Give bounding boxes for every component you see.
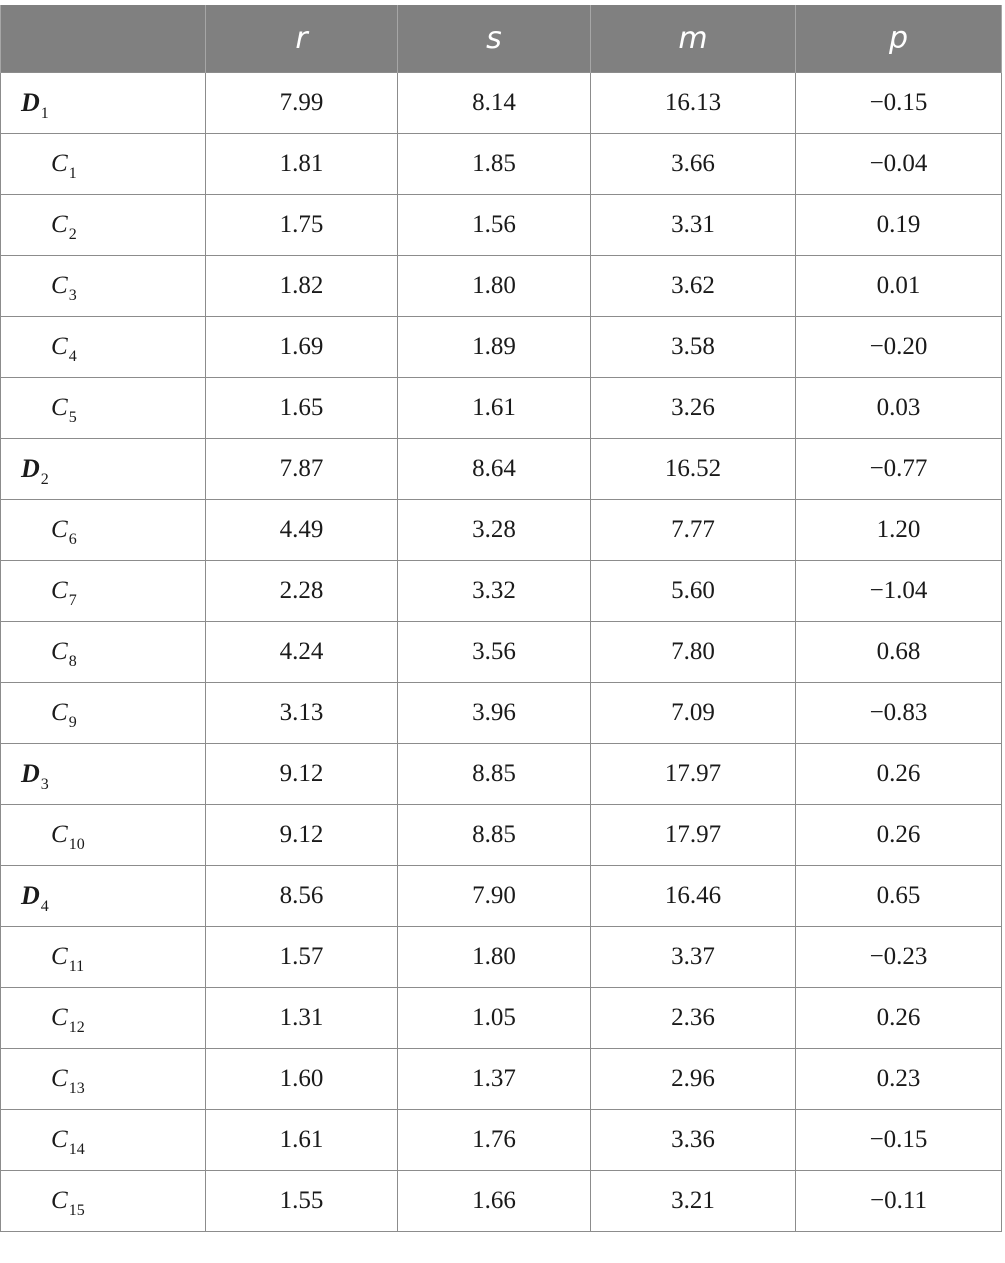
cell-s: 7.90: [398, 866, 591, 927]
criterion-label: [1, 1004, 85, 1036]
label-subscript: 5: [68, 409, 77, 426]
table-row-criterion: [1, 805, 1002, 866]
dimension-label: [1, 881, 49, 915]
label-letter: C: [51, 1004, 68, 1031]
cell-s: 1.80: [398, 256, 591, 317]
label-subscript: 7: [68, 592, 77, 609]
label-letter: D: [21, 759, 40, 788]
label-letter: C: [51, 516, 68, 543]
table-row-criterion: [1, 500, 1002, 561]
label-subscript: 10: [68, 836, 85, 853]
cell-s: 1.56: [398, 195, 591, 256]
criterion-label: [1, 333, 77, 365]
cell-p: 0.26: [796, 805, 1002, 866]
cell-m: 3.62: [591, 256, 796, 317]
cell-s: 1.05: [398, 988, 591, 1049]
cell-m: 16.52: [591, 439, 796, 500]
criterion-label: [1, 272, 77, 304]
results-table: [0, 5, 1002, 1232]
header-cell-m: m: [591, 5, 796, 73]
dimension-label: [1, 454, 49, 488]
cell-p: 0.26: [796, 988, 1002, 1049]
cell-r: 4.49: [206, 500, 398, 561]
cell-r: 1.31: [206, 988, 398, 1049]
cell-r: 1.55: [206, 1171, 398, 1232]
table-row-criterion: [1, 683, 1002, 744]
row-label-cell: [1, 683, 206, 744]
cell-m: 3.36: [591, 1110, 796, 1171]
cell-p: 0.01: [796, 256, 1002, 317]
cell-s: 8.14: [398, 73, 591, 134]
cell-r: 7.99: [206, 73, 398, 134]
cell-m: 2.96: [591, 1049, 796, 1110]
cell-s: 8.85: [398, 744, 591, 805]
cell-m: 3.58: [591, 317, 796, 378]
cell-r: 9.12: [206, 805, 398, 866]
cell-s: 3.28: [398, 500, 591, 561]
row-label-cell: [1, 805, 206, 866]
label-subscript: 15: [68, 1202, 85, 1219]
row-label-cell: [1, 561, 206, 622]
cell-p: −0.04: [796, 134, 1002, 195]
cell-m: 16.13: [591, 73, 796, 134]
row-label-cell: [1, 927, 206, 988]
criterion-label: [1, 1065, 85, 1097]
cell-s: 1.37: [398, 1049, 591, 1110]
cell-p: 0.03: [796, 378, 1002, 439]
label-subscript: 4: [40, 898, 49, 915]
label-subscript: 4: [68, 348, 77, 365]
row-label-cell: [1, 866, 206, 927]
cell-r: 1.61: [206, 1110, 398, 1171]
cell-p: −0.15: [796, 1110, 1002, 1171]
label-subscript: 1: [40, 105, 49, 122]
row-label-cell: [1, 622, 206, 683]
header-cell-p: p: [796, 5, 1002, 73]
cell-p: −0.15: [796, 73, 1002, 134]
cell-m: 17.97: [591, 805, 796, 866]
cell-p: −0.23: [796, 927, 1002, 988]
label-subscript: 3: [40, 776, 49, 793]
table-row-group: [1, 439, 1002, 500]
row-label-cell: [1, 134, 206, 195]
cell-r: 8.56: [206, 866, 398, 927]
cell-s: 3.32: [398, 561, 591, 622]
cell-m: 7.09: [591, 683, 796, 744]
row-label-cell: [1, 500, 206, 561]
criterion-label: [1, 699, 77, 731]
row-label-cell: [1, 1049, 206, 1110]
cell-p: 0.19: [796, 195, 1002, 256]
label-subscript: 8: [68, 653, 77, 670]
table-row-criterion: [1, 1049, 1002, 1110]
criterion-label: [1, 638, 77, 670]
row-label-cell: [1, 1110, 206, 1171]
criterion-label: [1, 1126, 85, 1158]
cell-s: 3.56: [398, 622, 591, 683]
cell-m: 3.26: [591, 378, 796, 439]
cell-p: −0.20: [796, 317, 1002, 378]
cell-r: 7.87: [206, 439, 398, 500]
label-letter: C: [51, 1126, 68, 1153]
table-row-criterion: [1, 378, 1002, 439]
cell-m: 7.80: [591, 622, 796, 683]
row-label-cell: [1, 439, 206, 500]
label-letter: C: [51, 394, 68, 421]
table-row-group: [1, 744, 1002, 805]
label-subscript: 13: [68, 1080, 85, 1097]
row-label-cell: [1, 317, 206, 378]
cell-s: 8.64: [398, 439, 591, 500]
cell-s: 1.61: [398, 378, 591, 439]
cell-m: 16.46: [591, 866, 796, 927]
criterion-label: [1, 943, 85, 975]
header-cell-s: s: [398, 5, 591, 73]
label-letter: C: [51, 943, 68, 970]
row-label-cell: [1, 988, 206, 1049]
label-subscript: 9: [68, 714, 77, 731]
table-body: [1, 73, 1002, 1232]
cell-s: 1.80: [398, 927, 591, 988]
cell-m: 3.37: [591, 927, 796, 988]
cell-m: 7.77: [591, 500, 796, 561]
row-label-cell: [1, 73, 206, 134]
row-label-cell: [1, 744, 206, 805]
label-subscript: 12: [68, 1019, 85, 1036]
table-header: [1, 5, 1002, 73]
cell-s: 1.89: [398, 317, 591, 378]
label-letter: C: [51, 638, 68, 665]
label-letter: C: [51, 1187, 68, 1214]
cell-r: 1.69: [206, 317, 398, 378]
label-letter: D: [21, 881, 40, 910]
cell-s: 1.66: [398, 1171, 591, 1232]
table-row-group: [1, 73, 1002, 134]
row-label-cell: [1, 256, 206, 317]
criterion-label: [1, 394, 77, 426]
cell-r: 1.57: [206, 927, 398, 988]
criterion-label: [1, 516, 77, 548]
label-letter: C: [51, 577, 68, 604]
cell-r: 1.60: [206, 1049, 398, 1110]
dimension-label: [1, 759, 49, 793]
table-row-criterion: [1, 256, 1002, 317]
cell-m: 5.60: [591, 561, 796, 622]
dimension-label: [1, 88, 49, 122]
label-letter: C: [51, 333, 68, 360]
table-row-criterion: [1, 622, 1002, 683]
table-row-criterion: [1, 561, 1002, 622]
cell-m: 3.66: [591, 134, 796, 195]
table-row-criterion: [1, 1171, 1002, 1232]
label-letter: C: [51, 272, 68, 299]
label-subscript: 2: [40, 471, 49, 488]
table-row-criterion: [1, 1110, 1002, 1171]
label-subscript: 11: [68, 958, 85, 975]
label-letter: C: [51, 150, 68, 177]
label-letter: C: [51, 699, 68, 726]
cell-p: −0.11: [796, 1171, 1002, 1232]
row-label-cell: [1, 1171, 206, 1232]
cell-r: 1.81: [206, 134, 398, 195]
cell-m: 17.97: [591, 744, 796, 805]
label-letter: C: [51, 821, 68, 848]
label-letter: C: [51, 1065, 68, 1092]
cell-r: 1.75: [206, 195, 398, 256]
cell-m: 3.31: [591, 195, 796, 256]
table-row-criterion: [1, 927, 1002, 988]
cell-r: 9.12: [206, 744, 398, 805]
cell-s: 1.76: [398, 1110, 591, 1171]
label-letter: D: [21, 88, 40, 117]
table-row-group: [1, 866, 1002, 927]
cell-p: 1.20: [796, 500, 1002, 561]
table-row-criterion: [1, 988, 1002, 1049]
criterion-label: [1, 150, 77, 182]
row-label-cell: [1, 195, 206, 256]
cell-r: 3.13: [206, 683, 398, 744]
header-row: [1, 5, 1002, 73]
criterion-label: [1, 577, 77, 609]
table-row-criterion: [1, 317, 1002, 378]
cell-s: 1.85: [398, 134, 591, 195]
cell-s: 8.85: [398, 805, 591, 866]
cell-r: 4.24: [206, 622, 398, 683]
table-row-criterion: [1, 195, 1002, 256]
cell-p: 0.68: [796, 622, 1002, 683]
cell-s: 3.96: [398, 683, 591, 744]
cell-p: −0.83: [796, 683, 1002, 744]
cell-p: 0.65: [796, 866, 1002, 927]
criterion-label: [1, 211, 77, 243]
table-row-criterion: [1, 134, 1002, 195]
label-subscript: 6: [68, 531, 77, 548]
label-subscript: 1: [68, 165, 77, 182]
cell-p: −1.04: [796, 561, 1002, 622]
label-letter: C: [51, 211, 68, 238]
row-label-cell: [1, 378, 206, 439]
label-subscript: 3: [68, 287, 77, 304]
header-cell-r: r: [206, 5, 398, 73]
label-letter: D: [21, 454, 40, 483]
cell-r: 1.82: [206, 256, 398, 317]
cell-r: 2.28: [206, 561, 398, 622]
cell-p: −0.77: [796, 439, 1002, 500]
label-subscript: 14: [68, 1141, 85, 1158]
header-cell-label: [1, 5, 206, 73]
label-subscript: 2: [68, 226, 77, 243]
cell-m: 2.36: [591, 988, 796, 1049]
cell-m: 3.21: [591, 1171, 796, 1232]
criterion-label: [1, 1187, 85, 1219]
cell-p: 0.23: [796, 1049, 1002, 1110]
cell-r: 1.65: [206, 378, 398, 439]
cell-p: 0.26: [796, 744, 1002, 805]
criterion-label: [1, 821, 85, 853]
